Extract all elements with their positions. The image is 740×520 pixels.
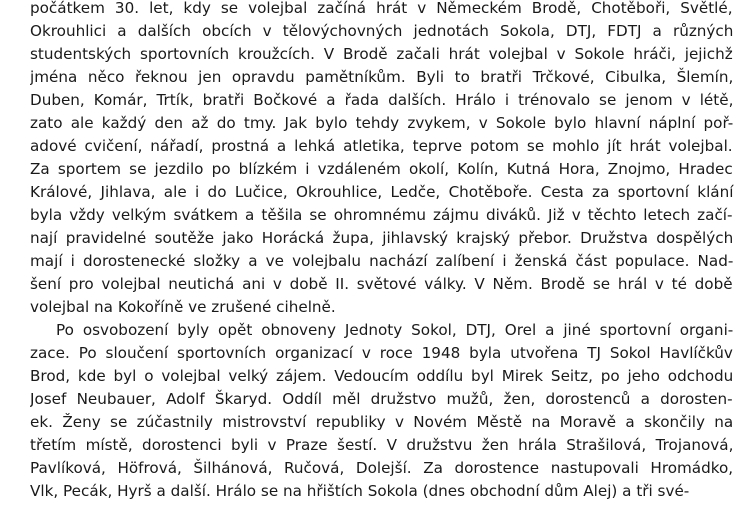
text-line: jména něco řeknou jen opravdu pamětníkům. Byli to bratři Trčkové, Cibulka, Šlemín, [30,68,734,86]
paragraph-start-line: Po osvobození byly opět obnoveny Jednoty Sokol, DTJ, Orel a jiné sportovní organi- [56,321,734,339]
text-line: volejbal na Kokoříně ve zrušené cihelně. [30,298,336,316]
text-line: Josef Neubauer, Adolf Škaryd. Oddíl měl družstvo mužů, žen, dorostenců a dorosten- [30,390,733,408]
text-line: Vlk, Pecák, Hyrš a další. Hrálo se na hřištích Sokola (dnes obchodní dům Alej) a tři své- [30,482,690,500]
text-line: Pavlíková, Höfrová, Šilhánová, Ručová, Dolejší. Za dorostence nastupovali Hromádko, [30,459,734,477]
text-line: zato ale každý den až do tmy. Jak bylo tehdy zvykem, v Sokole bylo hlavní náplní poř- [30,114,734,132]
text-line: Králové, Jihlava, ale i do Lučice, Okrouhlice, Ledče, Chotěboře. Cesta za sportovní klání [30,183,734,201]
text-line: Duben, Komár, Trtík, bratři Bočkové a řada dalších. Hrálo i trénovalo se jenom v létě, [30,91,734,109]
text-line: zace. Po sloučení sportovních organizací v roce 1948 byla utvořena TJ Sokol Havlíčkův [30,344,733,362]
text-line: studentských sportovních kroužcích. V Brodě začali hrát volejbal v Sokole hráči, jejichž [30,45,733,63]
document-page [30,0,735,520]
text-line: Okrouhlici a dalších obcích v tělovýchovných jednotách Sokola, DTJ, FDTJ a různých [30,22,734,40]
text-line: ek. Ženy se zúčastnily mistrovství republiky v Novém Městě na Moravě a skončily na [30,413,734,431]
text-line: adové cvičení, nářadí, prostná a lehká atletika, teprve potom se mohlo jít hrát volejbal. [30,137,733,155]
text-line: počátkem 30. let, kdy se volejbal začíná hrát v Německém Brodě, Chotěboři, Světlé, [30,0,733,17]
text-line: šení pro volejbal neutichá ani v době II. světové války. V Něm. Brodě se hrál v té době [30,275,733,293]
text-line: Za sportem se jezdilo po blízkém i vzdáleném okolí, Kolín, Kutná Hora, Znojmo, Hradec [30,160,733,178]
text-line: třetím místě, dorostenci byli v Praze šestí. V družstvu žen hrála Strašilová, Trojanová, [30,436,734,454]
text-line: nají pravidelné soutěže jako Horácká župa, jihlavský krajský přebor. Družstva dospělých [30,229,734,247]
text-line: Brod, kde byl o volejbal velký zájem. Vedoucím oddílu byl Mirek Seitz, po jeho odchodu [30,367,734,385]
text-line: byla vždy velkým svátkem a těšila se ohromnému zájmu diváků. Již v těchto letech začí- [30,206,733,224]
text-line: mají i dorostenecké složky a ve volejbalu nachází zalíbení i ženská část populace. Nad- [30,252,734,270]
